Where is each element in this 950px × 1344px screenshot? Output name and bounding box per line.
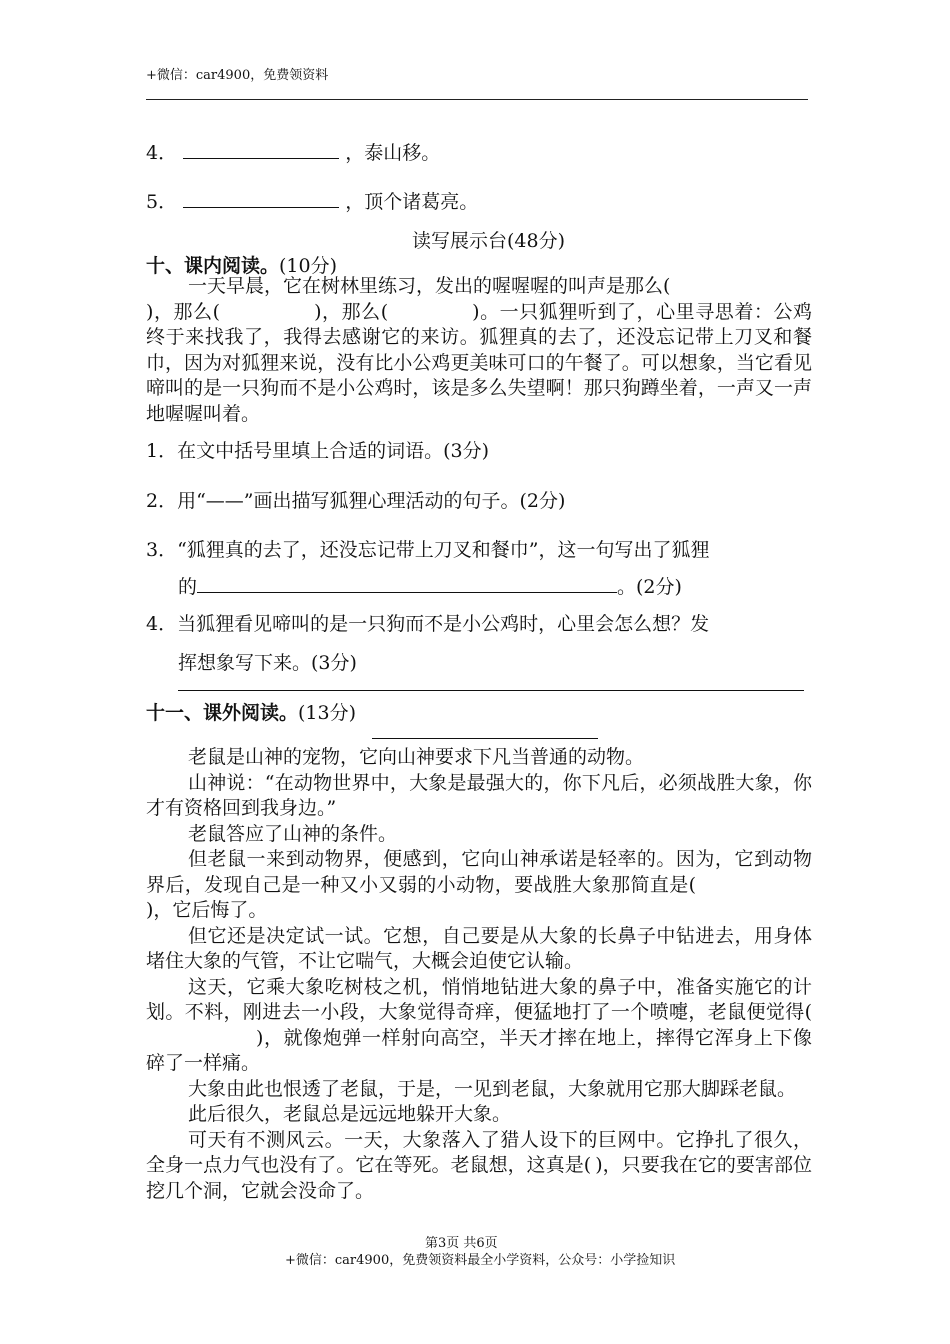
question-10-1 [146, 436, 489, 463]
passage-paragraph: 山神说：“在动物世界中，大象是最强大的，你下凡后，必须战胜大象，你才有资格回到我身边。” [146, 771, 812, 819]
question-10-2 [146, 486, 565, 513]
passage-text: 一天早晨，它在树林里练习，发出的喔喔喔的叫声是那么( [188, 275, 671, 297]
passage-text: 可天有不测风云。一天，大象落入了猎人设下的巨网中。它挣扎了很久，全身一点力气也没有了。它在等死。老鼠想，这真是( [146, 1128, 812, 1176]
passage-paragraph: 但它还是决定试一试。它想，自己要是从大象的长鼻子中钻进去，用身体堵住大象的气管，不让它喘气，大概会迫使它认输。 [146, 924, 812, 972]
passage-paragraph: 此后很久，老鼠总是远远地躲开大象。 [188, 1103, 512, 1125]
question-text: 。(2分) [617, 576, 682, 598]
passage-text: 这天，它乘大象吃树枝之机，悄悄地钻进大象的鼻子中，准备实施它的计划。不料，刚进去一小段，大象觉得奇痒，便猛地打了一个喷嚏，老鼠便觉得( [146, 975, 812, 1023]
answer-blank[interactable] [197, 575, 617, 593]
question-text: 当狐狸看见啼叫的是一只狗而不是小公鸡时，心里会怎么想？发 [177, 613, 710, 635]
question-text: 用“——”画出描写狐狸心理活动的句子。(2分) [177, 490, 566, 512]
header-divider [146, 99, 808, 100]
fill-item-number: 4． [146, 142, 178, 164]
header-note: +微信：car4900，免费领资料 [146, 68, 329, 83]
passage-paragraph [146, 847, 812, 924]
fill-item-number: 5． [146, 191, 178, 213]
passage-text: )，那么( [314, 300, 389, 323]
passage-text: )，就像炮弹一样射向高空，半天才摔在地上，摔得它浑身上下像碎了一样痛。 [146, 1026, 812, 1074]
question-text: 在文中括号里填上合适的词语。(3分) [177, 440, 490, 462]
passage-paragraph [146, 975, 812, 1077]
question-text: 的 [178, 576, 198, 598]
passage-text: )。一只狐狸听到了，心里寻思着：公鸡终于来找我了，我得去感谢它的来访。狐狸真的去了，还没忘记带上刀叉和餐巾，因为对狐狸来说，没有比小公鸡更美味可口的午餐了。可以想象，当它看见啼叫的是一只狗而不是小公鸡时，该是多么失望啊！那只狗蹲坐着，一声又一声地喔喔叫着。 [146, 300, 813, 425]
question-number: 1． [146, 440, 178, 462]
passage-paragraph: 老鼠答应了山神的条件。 [188, 822, 398, 845]
section-10-passage [146, 274, 812, 427]
question-10-3 [146, 535, 710, 562]
question-10-3-line2 [178, 572, 682, 599]
passage-paragraph: 大象由此也恨透了老鼠，于是，一见到老鼠，大象就用它那大脚踩老鼠。 [188, 1077, 797, 1100]
passage-paragraph [146, 1128, 812, 1205]
section-11-title: 十一、课外阅读。 [146, 702, 299, 724]
passage-text: 但老鼠一来到动物界，便感到，它向山神承诺是轻率的。因为，它到动物界后，发现自己是一种又小又弱的小动物，要战胜大象那简直是( [146, 848, 812, 896]
passage-text: )，它后悔了。 [146, 899, 268, 921]
fill-item-4 [146, 138, 440, 165]
passage-paragraph: 老鼠是山神的宠物，它向山神要求下凡当普通的动物。 [188, 746, 645, 768]
page-number: 第3页 共6页 [425, 1236, 498, 1251]
answer-blank[interactable] [183, 190, 339, 208]
passage-text: )，只要我在它的要害部位挖几个洞，它就会没命了。 [146, 1154, 812, 1202]
section-10-score: (10分) [279, 255, 338, 277]
question-number: 3． [146, 539, 178, 561]
fill-item-text: ，顶个诸葛亮。 [345, 191, 479, 213]
section-11-score: (13分) [298, 702, 357, 724]
fill-item-text: ，泰山移。 [345, 142, 441, 164]
section-11-heading [146, 698, 356, 725]
section-11-passage [146, 745, 812, 1204]
footer-note: +微信：car4900，免费领资料最全小学资料，公众号：小学捡知识 [285, 1253, 676, 1268]
answer-blank[interactable] [183, 141, 339, 159]
question-text: “狐狸真的去了，还没忘记带上刀叉和餐巾”，这一句写出了狐狸 [177, 539, 710, 561]
section-title: 读写展示台(48分) [412, 230, 566, 252]
section-10-title: 十、课内阅读。 [146, 255, 280, 277]
answer-line[interactable] [178, 690, 804, 691]
question-10-4 [146, 609, 709, 636]
title-blank-line[interactable] [372, 738, 598, 739]
passage-text: )，那么( [146, 300, 221, 323]
question-10-4-line2: 挥想象写下来。(3分) [178, 652, 357, 674]
question-number: 2． [146, 490, 178, 512]
fill-item-5 [146, 187, 478, 214]
question-number: 4． [146, 613, 178, 635]
